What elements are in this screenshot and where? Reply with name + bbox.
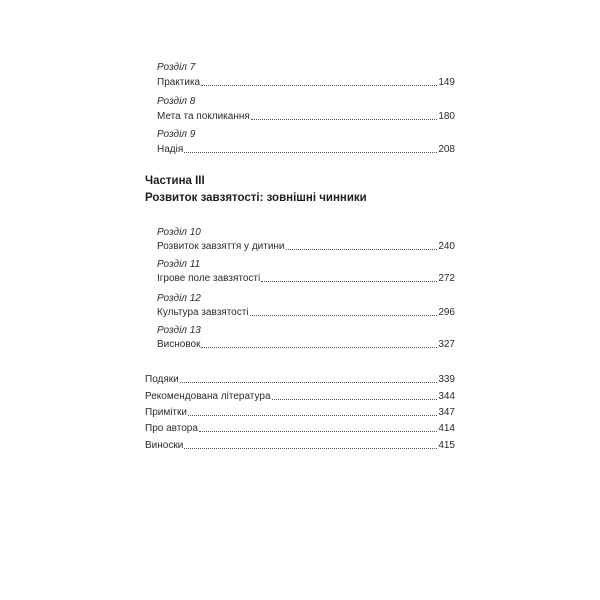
toc-entry-title: Надія <box>157 144 184 155</box>
dot-leader <box>199 431 437 432</box>
toc-entry[interactable] <box>157 273 455 285</box>
toc-entry[interactable] <box>157 307 455 319</box>
toc-entry-page: 327 <box>438 339 455 350</box>
toc-entry-title: Культура завзятості <box>157 307 249 318</box>
dot-leader <box>251 119 438 120</box>
toc-entry-title: Мета та покликання <box>157 111 250 122</box>
toc-entry-title: Про автора <box>145 423 198 434</box>
toc-entry-page: 296 <box>438 307 455 318</box>
dot-leader <box>184 152 437 153</box>
toc-entry[interactable] <box>145 423 455 435</box>
toc-entry-page: 180 <box>438 111 455 122</box>
toc-entry-page: 149 <box>438 77 455 88</box>
chapter-label: Розділ 13 <box>157 325 201 336</box>
toc-entry-title: Примітки <box>145 407 187 418</box>
toc-entry-page: 339 <box>438 374 455 385</box>
dot-leader <box>188 415 437 416</box>
toc-entry-title: Виноски <box>145 440 184 451</box>
chapter-label: Розділ 12 <box>157 293 201 304</box>
dot-leader <box>180 382 438 383</box>
toc-entry[interactable] <box>157 339 455 351</box>
toc-entry-page: 347 <box>438 407 455 418</box>
chapter-label: Розділ 10 <box>157 227 201 238</box>
dot-leader <box>250 315 438 316</box>
chapter-label: Розділ 7 <box>157 62 196 73</box>
dot-leader <box>201 347 437 348</box>
toc-entry[interactable] <box>157 111 455 123</box>
toc-entry-title: Практика <box>157 77 201 88</box>
dot-leader <box>261 281 437 282</box>
toc-entry-title: Висновок <box>157 339 201 350</box>
toc-entry-page: 272 <box>438 273 455 284</box>
toc-entry[interactable] <box>157 77 455 89</box>
toc-entry-title: Ігрове поле завзятості <box>157 273 261 284</box>
chapter-label: Розділ 11 <box>157 259 201 270</box>
dot-leader <box>184 448 437 449</box>
toc-entry[interactable] <box>145 391 455 403</box>
toc-entry[interactable] <box>157 144 455 156</box>
toc-entry[interactable] <box>145 440 455 452</box>
toc-entry-page: 415 <box>438 440 455 451</box>
dot-leader <box>272 399 438 400</box>
toc-entry-title: Розвиток завзяття у дитини <box>157 241 285 252</box>
toc-entry[interactable] <box>145 374 455 386</box>
dot-leader <box>286 249 438 250</box>
toc-entry-page: 414 <box>438 423 455 434</box>
toc-entry-page: 208 <box>438 144 455 155</box>
part-label: Частина III <box>145 175 205 187</box>
toc-entry[interactable] <box>157 241 455 253</box>
toc-entry-page: 240 <box>438 241 455 252</box>
dot-leader <box>201 85 437 86</box>
toc-entry-page: 344 <box>438 391 455 402</box>
chapter-label: Розділ 9 <box>157 129 196 140</box>
toc-entry[interactable] <box>145 407 455 419</box>
toc-entry-title: Рекомендована література <box>145 391 271 402</box>
part-title: Розвиток завзятості: зовнішні чинники <box>145 192 367 204</box>
toc-entry-title: Подяки <box>145 374 179 385</box>
chapter-label: Розділ 8 <box>157 96 196 107</box>
